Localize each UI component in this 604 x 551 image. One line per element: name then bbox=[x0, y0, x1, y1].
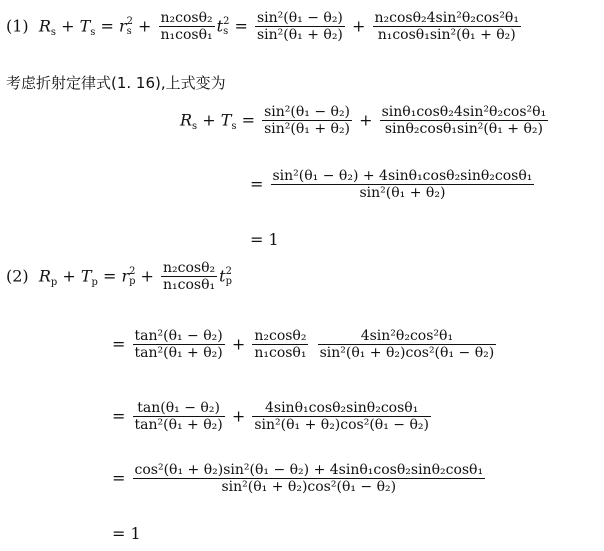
eq1-step2: = $\frac{\text{sin²(θ₁ − θ₂) + 4sinθ₁cosθ₂sinθ₂cosθ₁}}{\text{sin²(θ₁ + θ₂)}}$ bbox=[250, 168, 533, 202]
fraction-tan-ratio-2: $\frac{\text{tan(θ₁ − θ₂)}}{\text{tan²(θ₁ + θ₂)}}$ bbox=[134, 400, 223, 434]
fraction-snell-substituted: $\frac{\text{sinθ₁cosθ₂4sin²θ₂cos²θ₁}}{\text{sinθ₂cosθ₁sin²(θ₁ + θ₂)}}$ bbox=[381, 104, 547, 138]
eq2-label: (2) bbox=[6, 266, 29, 286]
eq2-step1: = $\frac{\text{tan²(θ₁ − θ₂)}}{\text{tan²(θ₁ + θ₂)}}$ + $\frac{\text{n₂cosθ₂}}{\text{n₁cosθ₁}}$ $\frac{\text{4sin²θ₂cos²θ₁}}{\text{sin²(θ₁ + θ₂)cos²(θ₁ − θ₂)}}$ bbox=[112, 328, 495, 362]
eq2-step2: = $\frac{\text{tan(θ₁ − θ₂)}}{\text{tan²(θ₁ + θ₂)}}$ + $\frac{\text{4sinθ₁cosθ₂sinθ₂cosθ₁}}{\text{sin²(θ₁ + θ₂)cos²(θ₁ − θ₂)}}$ bbox=[112, 400, 429, 434]
fraction-tan-ratio: $\frac{\text{tan²(θ₁ − θ₂)}}{\text{tan²(θ₁ + θ₂)}}$ bbox=[134, 328, 223, 362]
eq2-step3: = $\frac{\text{cos²(θ₁ + θ₂)sin²(θ₁ − θ₂) + 4sinθ₁cosθ₂sinθ₂cosθ₁}}{\text{sin²(θ₁ + θ₂)cos²(θ₁ − θ₂)}}$ bbox=[112, 462, 484, 496]
eq2-result: = 1 bbox=[112, 524, 141, 543]
fraction-sin-ratio: $\frac{\text{sin²(θ₁ − θ₂)}}{\text{sin²(θ₁ + θ₂)}}$ bbox=[256, 10, 343, 44]
fraction-p-combined: $\frac{\text{cos²(θ₁ + θ₂)sin²(θ₁ − θ₂) + 4sinθ₁cosθ₂sinθ₂cosθ₁}}{\text{sin²(θ₁ + θ₂)cos²(θ₁ − θ₂)}}$ bbox=[134, 462, 484, 496]
fraction-sin-ratio-2: $\frac{\text{sin²(θ₁ − θ₂)}}{\text{sin²(θ₁ + θ₂)}}$ bbox=[264, 104, 351, 138]
fraction-n2-n1-p: $\frac{\text{n₂cosθ₂}}{\text{n₁cosθ₁}}$ bbox=[163, 260, 216, 294]
refraction-note: 考虑折射定律式(1. 16),上式变为 bbox=[6, 74, 226, 92]
fraction-p-transmission: $\frac{\text{4sin²θ₂cos²θ₁}}{\text{sin²(θ₁ + θ₂)cos²(θ₁ − θ₂)}}$ bbox=[319, 328, 495, 362]
eq2-line: (2) $R_p + T_p = r$ 2 p + $\frac{\text{n₂cosθ₂}}{\text{n₁cosθ₁}}$ t 2 p bbox=[6, 260, 232, 294]
fraction-transmission: $\frac{\text{n₂cosθ₂4sin²θ₂cos²θ₁}}{\text{n₁cosθ₁sin²(θ₁ + θ₂)}}$ bbox=[374, 10, 519, 44]
rs-symbol: R bbox=[38, 16, 51, 36]
ts-symbol: T bbox=[79, 16, 91, 36]
eq1-step1: $R_s + T_s$ = $\frac{\text{sin²(θ₁ − θ₂)}}{\text{sin²(θ₁ + θ₂)}}$ + $\frac{\text{sinθ₁cosθ₂4sin²θ₂cos²θ₁}}{\text{sinθ₂cosθ₁sin²(θ₁ + θ₂)}}$ bbox=[180, 104, 547, 138]
fraction-n2-n1-b: $\frac{\text{n₂cosθ₂}}{\text{n₁cosθ₁}}$ bbox=[254, 328, 307, 362]
eq1-result: = 1 bbox=[250, 230, 279, 249]
fraction-p-substituted: $\frac{\text{4sinθ₁cosθ₂sinθ₂cosθ₁}}{\text{sin²(θ₁ + θ₂)cos²(θ₁ − θ₂)}}$ bbox=[254, 400, 429, 434]
fraction-n2-n1: $\frac{\text{n₂cosθ₂}}{\text{n₁cosθ₁}}$ bbox=[160, 10, 213, 44]
eq1-label: (1) bbox=[6, 16, 29, 36]
fraction-combined: $\frac{\text{sin²(θ₁ − θ₂) + 4sinθ₁cosθ₂sinθ₂cosθ₁}}{\text{sin²(θ₁ + θ₂)}}$ bbox=[272, 168, 533, 202]
eq1-line: (1) $R_s + T_s = r$ 2 s + $\frac{\text{n₂cosθ₂}}{\text{n₁cosθ₁}}$ t 2 s = $\frac{\text{sin²(θ₁ − θ₂)}}{\text{sin²(θ₁ + θ₂)}}$ + $\frac{\text{n₂cosθ₂4sin²θ₂cos²θ₁}}{\text{n₁cosθ₁sin²(θ₁ + θ₂)}}$ bbox=[6, 10, 519, 44]
